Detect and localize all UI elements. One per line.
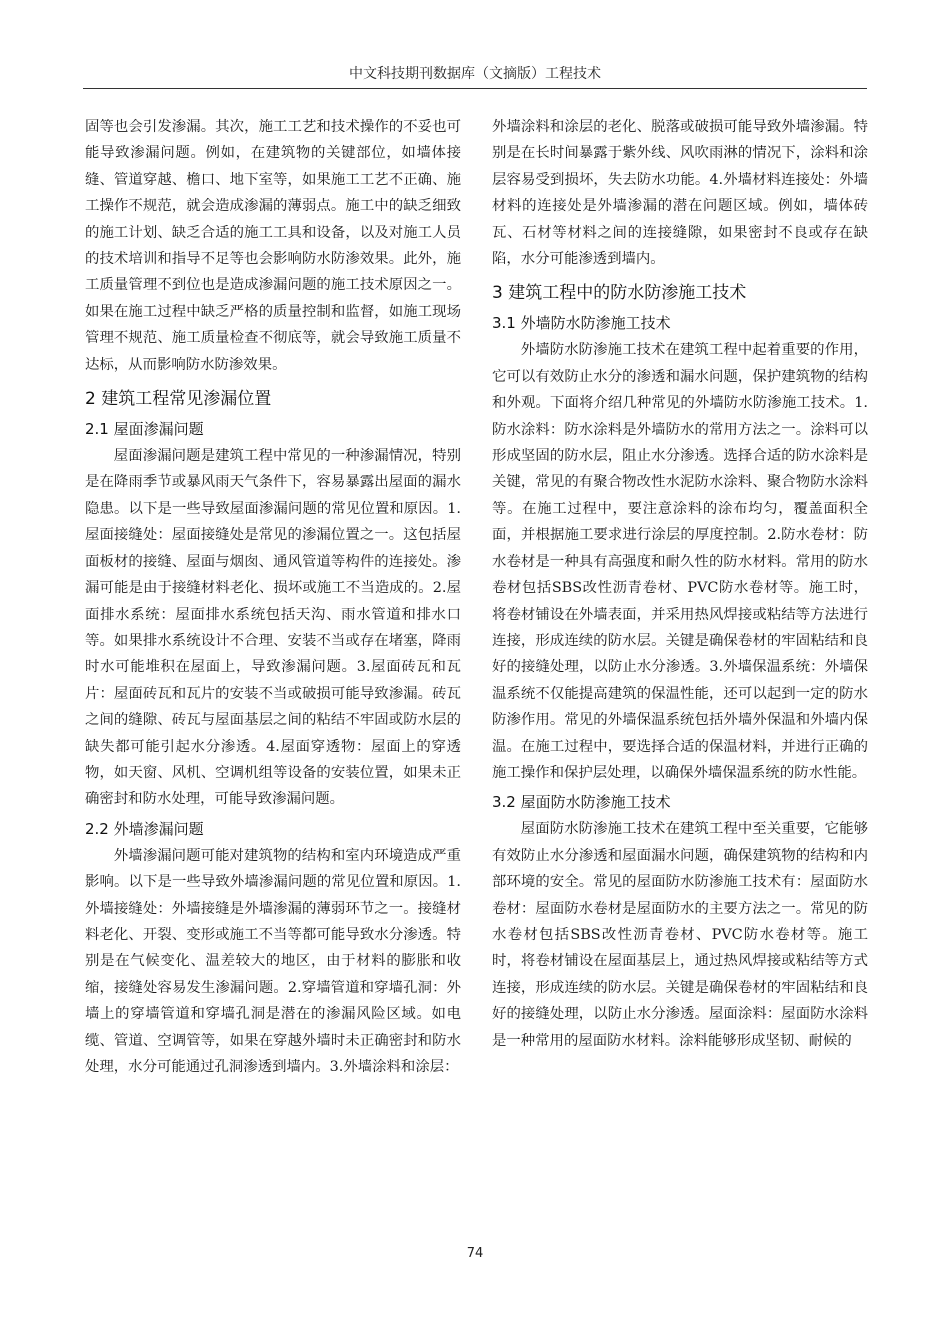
section-3-heading: 3 建筑工程中的防水防渗施工技术 xyxy=(492,283,747,304)
subsection-3-1-heading: 3.1 外墙防水防渗施工技术 xyxy=(492,314,671,333)
section-2-heading: 2 建筑工程常见渗漏位置 xyxy=(85,389,272,410)
subsection-2-1-text: 屋面渗漏问题是建筑工程中常见的一种渗漏情况，特别是在降雨季节或暴风雨天气条件下，容易暴露出屋面的漏水隐患。以下是一些导致屋面渗漏问题的常见位置和原因。1.屋面接缝处：屋面接缝处是常见的渗漏位置之一。这包括屋面板材的接缝、屋面与烟囱、通风管道等构件的连接处。渗漏可能是由于接缝材料老化、损坏或施工不当造成的。2.屋面排水系统：屋面排水系统包括天沟、雨水管道和排水口等。如果排水系统设计不合理、安装不当或存在堵塞，降雨时水可能堆积在屋面上，导致渗漏问题。3.屋面砖瓦和瓦片：屋面砖瓦和瓦片的安装不当或破损可能导致渗漏。砖瓦之间的缝隙、砖瓦与屋面基层之间的粘结不牢固或防水层的缺失都可能引起水分渗透。4.屋面穿透物：屋面上的穿透物，如天窗、风机、空调机组等设备的安装位置，如果未正确密封和防水处理，可能导致渗漏问题。 xyxy=(85,448,461,808)
paragraph-continued: 固等也会引发渗漏。其次，施工工艺和技术操作的不妥也可能导致渗漏问题。例如，在建筑物的关键部位，如墙体接缝、管道穿越、檐口、地下室等，如果施工工艺不正确、施工操作不规范，就会造成渗漏的薄弱点。施工中的缺乏细致的施工计划、缺乏合适的施工工具和设备，以及对施工人员的技术培训和指导不足等也会影响防水防渗效果。此外，施工质量管理不到位也是造成渗漏问题的施工技术原因之一。如果在施工过程中缺乏严格的质量控制和监督，如施工现场管理不规范、施工质量检查不彻底等，就会导致施工质量不达标，从而影响防水防渗效果。 xyxy=(85,119,461,373)
subsection-3-2-text: 屋面防水防渗施工技术在建筑工程中至关重要，它能够有效防止水分渗透和屋面漏水问题，确保建筑物的结构和内部环境的安全。常见的屋面防水防渗施工技术有：屋面防水卷材：屋面防水卷材是屋面防水的主要方法之一。常见的防水卷材包括SBS改性沥青卷材、PVC防水卷材等。施工时，将卷材铺设在屋面基层上，通过热风焊接或粘结等方式连接，形成连续的防水层。关键是确保卷材的牢固粘结和良好的接缝处理，以防止水分渗透。屋面涂料：屋面防水涂料是一种常用的屋面防水材料。涂料能够形成坚韧、耐候的 xyxy=(492,821,868,1049)
subsection-3-1-text: 外墙防水防渗施工技术在建筑工程中起着重要的作用，它可以有效防止水分的渗透和漏水问题，保护建筑物的结构和外观。下面将介绍几种常见的外墙防水防渗施工技术。1.防水涂料：防水涂料是外墙防水的常用方法之一。涂料可以形成坚固的防水层，阻止水分渗透。选择合适的防水涂料是关键，常见的有聚合物改性水泥防水涂料、聚合物防水涂料等。在施工过程中，要注意涂料的涂布均匀，覆盖面积全面，并根据施工要求进行涂层的厚度控制。2.防水卷材：防水卷材是一种具有高强度和耐久性的防水材料。常用的防水卷材包括SBS改性沥青卷材、PVC防水卷材等。施工时，将卷材铺设在外墙表面，并采用热风焊接或粘结等方法进行连接，形成连续的防水层。关键是确保卷材的牢固粘结和良好的接缝处理，以防止水分渗透。3.外墙保温系统：外墙保温系统不仅能提高建筑的保温性能，还可以起到一定的防水防渗作用。常见的外墙保温系统包括外墙外保温和外墙内保温。在施工过程中，要选择合适的保温材料，并进行正确的施工操作和保护层处理，以确保外墙保温系统的防水性能。 xyxy=(492,342,868,781)
right-column xyxy=(492,114,868,1054)
subsection-2-1-heading: 2.1 屋面渗漏问题 xyxy=(85,420,204,439)
subsection-3-2-heading: 3.2 屋面防水防渗施工技术 xyxy=(492,793,671,812)
running-header: 中文科技期刊数据库（文摘版）工程技术 xyxy=(349,66,601,82)
left-column xyxy=(85,114,461,1080)
subsection-2-2-heading: 2.2 外墙渗漏问题 xyxy=(85,819,204,838)
header-rule xyxy=(83,88,867,89)
page-number: 74 xyxy=(466,1246,484,1261)
paragraph-continued: 外墙涂料和涂层的老化、脱落或破损可能导致外墙渗漏。特别是在长时间暴露于紫外线、风吹雨淋的情况下，涂料和涂层容易受到损坏，失去防水功能。4.外墙材料连接处：外墙材料的连接处是外墙渗漏的潜在问题区域。例如，墙体砖瓦、石材等材料之间的连接缝隙，如果密封不良或存在缺陷，水分可能渗透到墙内。 xyxy=(492,119,868,268)
subsection-2-2-text: 外墙渗漏问题可能对建筑物的结构和室内环境造成严重影响。以下是一些导致外墙渗漏问题的常见位置和原因。1.外墙接缝处：外墙接缝是外墙渗漏的薄弱环节之一。接缝材料老化、开裂、变形或施工不当等都可能导致水分渗透。特别是在气候变化、温差较大的地区，由于材料的膨胀和收缩，接缝处容易发生渗漏问题。2.穿墙管道和穿墙孔洞：外墙上的穿墙管道和穿墙孔洞是潜在的渗漏风险区域。如电缆、管道、空调管等，如果在穿越外墙时未正确密封和防水处理，水分可能通过孔洞渗透到墙内。3.外墙涂料和涂层： xyxy=(85,847,461,1075)
